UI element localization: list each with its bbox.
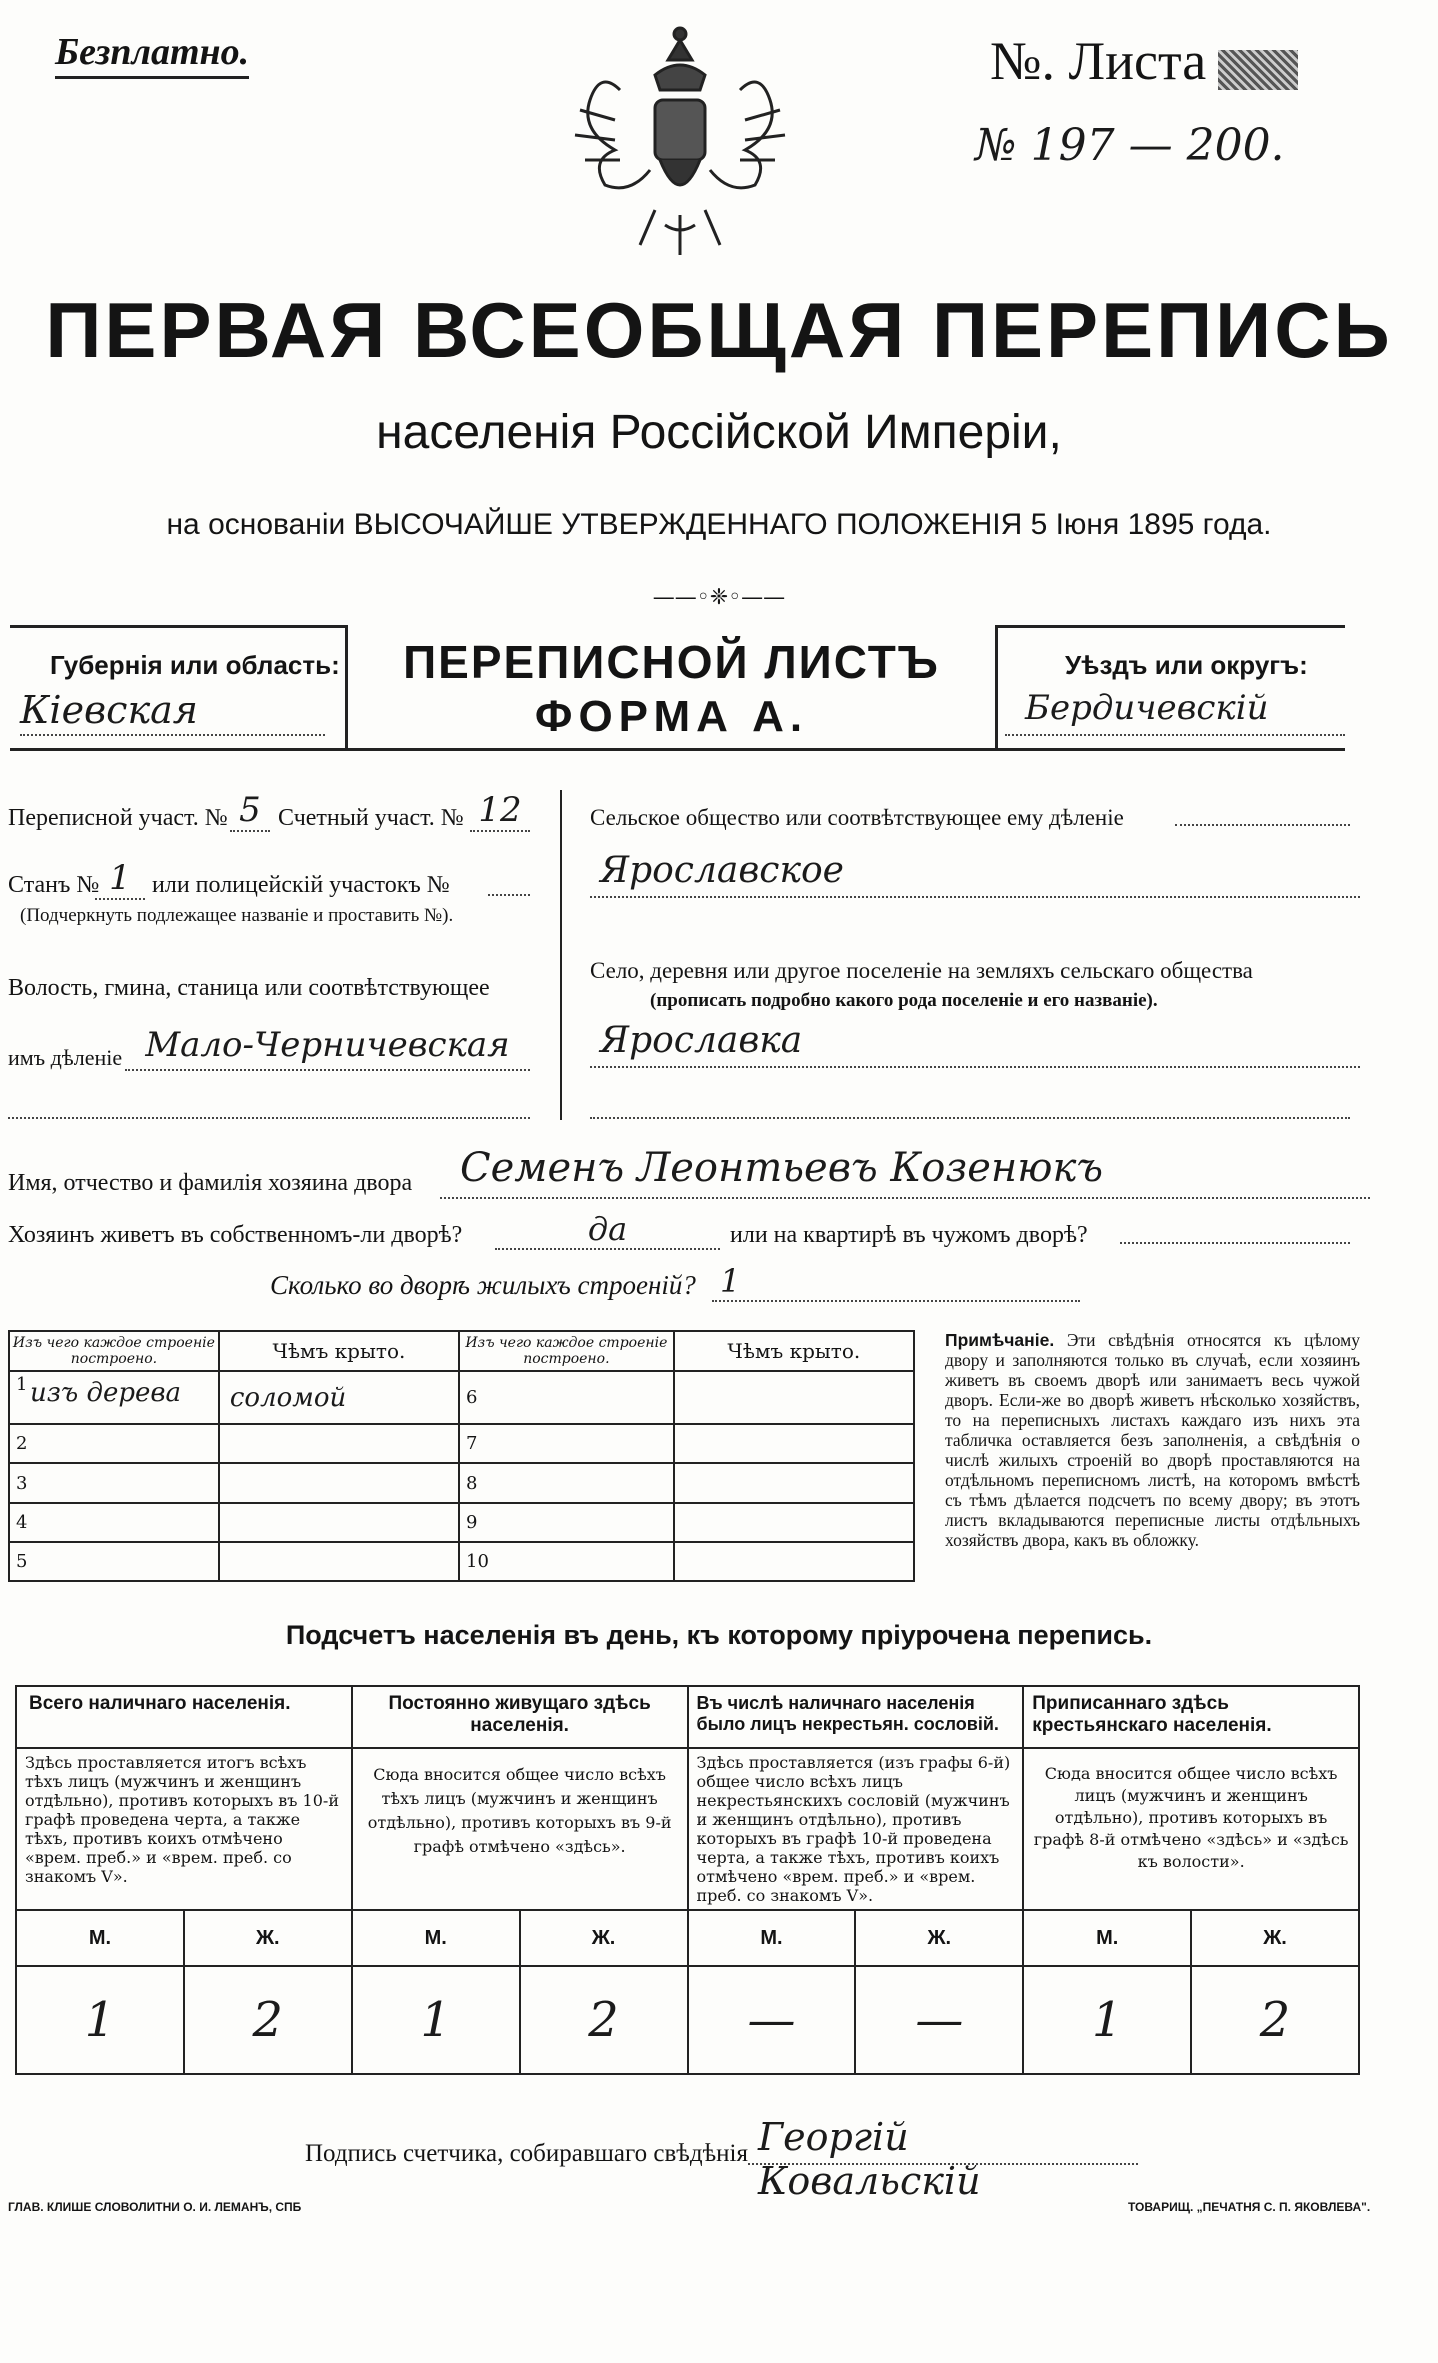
count-col2-title: Постоянно живущаго здѣсь населенія. xyxy=(352,1686,688,1748)
province-value: Кіевская xyxy=(20,688,325,736)
stan-label: Станъ № xyxy=(8,872,100,898)
count-heading: Подсчетъ населенія въ день, къ которому пріурочена перепись. xyxy=(285,1620,1153,1650)
table-row: 5 10 xyxy=(9,1542,914,1581)
stan-value: 1 xyxy=(95,858,145,900)
count-col1-title: Всего наличнаго населенія. xyxy=(16,1686,352,1748)
count-col3-f: — xyxy=(855,1966,1023,2074)
count-col4-desc: Сюда вносится общее число всѣхъ лицъ (мужчинъ и женщинъ отдѣльно), противъ которыхъ въ графѣ 8-й отмѣчено «здѣсь» и «здѣсь къ волости». xyxy=(1023,1748,1359,1910)
table-row: 1 изъ дерева соломой 6 xyxy=(9,1371,914,1424)
count-col2-f: 2 xyxy=(520,1966,688,2074)
own-yard-value: да xyxy=(495,1210,720,1250)
volost-value: Мало-Черничевская xyxy=(125,1025,530,1071)
sheet-number-value: № 197 — 200. xyxy=(975,120,1285,171)
table-row: 4 9 xyxy=(9,1503,914,1542)
sheet-number-stamp xyxy=(1218,50,1298,90)
table-row: 3 8 xyxy=(9,1463,914,1502)
m-header: М. xyxy=(688,1910,856,1966)
district-value: Бердичевскій xyxy=(1005,688,1345,736)
f-header: Ж. xyxy=(520,1910,688,1966)
signature-value: Георгій Ковальскій xyxy=(748,2115,1138,2165)
note-lead: Примѣчаніе. xyxy=(945,1330,1055,1350)
count-col1-desc: Здѣсь проставляется итогъ всѣхъ тѣхъ лицъ (мужчинъ и женщинъ отдѣльно), противъ которыхъ въ 10-й графѣ проведена черта, а также тѣхъ, противъ коихъ отмѣчено «врем. преб.» и «врем. преб. со знакомъ V». xyxy=(16,1748,352,1910)
count-col2-desc: Сюда вносится общее число всѣхъ тѣхъ лицъ (мужчинъ и женщинъ отдѣльно), противъ которыхъ въ 9-й графѣ отмѣчено «здѣсь». xyxy=(352,1748,688,1910)
own-yard-label: Хозяинъ живетъ въ собственномъ-ли дворѣ? xyxy=(8,1222,463,1248)
underline-note: (Подчеркнуть подлежащее названіе и проставить №). xyxy=(20,905,454,926)
m-header: М. xyxy=(352,1910,520,1966)
count-section-label: Счетный участ. № xyxy=(278,805,464,831)
society-label: Сельское общество или соотвѣтствующее ему дѣленіе xyxy=(590,805,1124,830)
col-material-header-2: Изъ чего каждое строеніе построено. xyxy=(459,1331,674,1371)
count-col4-m: 1 xyxy=(1023,1966,1191,2074)
printer-left: ГЛАВ. КЛИШЕ СЛОВОЛИТНИ О. И. ЛЕМАНЪ, СПБ xyxy=(8,2200,302,2214)
police-label: или полицейскій участокъ № xyxy=(152,872,450,898)
free-label: Безплатно. xyxy=(55,30,249,79)
col-roof-header: Чѣмъ крыто. xyxy=(219,1331,459,1371)
count-col3-title: Въ числѣ наличнаго населенія было лицъ некрестьян. сословій. xyxy=(688,1686,1024,1748)
legal-basis: на основаніи ВЫСОЧАЙШЕ УТВЕРЖДЕННАГО ПОЛОЖЕНІЯ 5 Іюня 1895 года. xyxy=(166,508,1272,541)
buildings-note xyxy=(945,1330,1360,1550)
page-title: ПЕРВАЯ ВСЕОБЩАЯ ПЕРЕПИСЬ xyxy=(45,286,1393,374)
row1-material: изъ дерева xyxy=(30,1378,182,1408)
page-subtitle: населенія Россійской Имперіи, xyxy=(376,406,1062,459)
printer-right: ТОВАРИЩ. „ПЕЧАТНЯ С. П. ЯКОВЛЕВА". xyxy=(1128,2200,1371,2214)
f-header: Ж. xyxy=(1191,1910,1359,1966)
census-section-label: Переписной участ. № xyxy=(8,805,228,831)
note-text: Эти свѣдѣнія относятся къ цѣлому двору и заполняются только въ случаѣ, если хозяинъ живетъ въ своемъ дворѣ или занимаетъ весь чужой дворъ. Если-же во дворѣ живетъ нѣсколько хозяйствъ, то на переписныхъ листахъ каждаго изъ нихъ эта табличка оставляется безъ заполненія, а свѣдѣнія о числѣ жилыхъ строеній во дворѣ проставляются на отдѣльномъ переписномъ листѣ, на которомъ вмѣстѣ съ тѣмъ дѣлается подсчетъ по всему двору; въ этотъ листъ вкладываются переписные листы отдѣльныхъ хозяйствъ двора, какъ въ обложку. xyxy=(945,1330,1360,1550)
volost-label: Волость, гмина, станица или соотвѣтствующее xyxy=(8,975,490,1001)
village-label: Село, деревня или другое поселеніе на земляхъ сельскаго общества xyxy=(590,958,1253,983)
row1-roof: соломой xyxy=(219,1371,459,1424)
m-header: М. xyxy=(1023,1910,1191,1966)
village-note: (прописать подробно какого рода поселеніе и его названіе). xyxy=(650,990,1158,1011)
count-section-value: 12 xyxy=(470,790,530,832)
volost-label-cont: имъ дѣленіе xyxy=(8,1045,123,1070)
signature-label: Подпись счетчика, собиравшаго свѣдѣнія xyxy=(305,2140,748,2167)
count-col1-m: 1 xyxy=(16,1966,184,2074)
count-col4-f: 2 xyxy=(1191,1966,1359,2074)
count-col2-m: 1 xyxy=(352,1966,520,2074)
count-col1-f: 2 xyxy=(184,1966,352,2074)
buildings-count-value: 1 xyxy=(712,1262,1080,1302)
population-count-table xyxy=(15,1685,1360,2075)
count-col3-desc: Здѣсь проставляется (изъ графы 6-й) общее число всѣхъ лицъ некрестьянскихъ сословій (мужчинъ и женщинъ отдѣльно), противъ которыхъ въ графѣ 10-й проведена черта, а также тѣхъ, противъ коихъ отмѣчено «врем. преб.» и «врем. преб. со знакомъ V». xyxy=(688,1748,1024,1910)
form-letter: ФОРМА А. xyxy=(534,692,809,741)
rented-yard-value xyxy=(1120,1240,1350,1244)
f-header: Ж. xyxy=(855,1910,1023,1966)
col-material-header: Изъ чего каждое строеніе построено. xyxy=(9,1331,219,1371)
province-label: Губернія или область: xyxy=(50,650,340,680)
col-roof-header-2: Чѣмъ крыто. xyxy=(674,1331,914,1371)
owner-name-value: Семенъ Леонтьевъ Козенюкъ xyxy=(440,1145,1370,1199)
district-label: Уѣздъ или округъ: xyxy=(1065,650,1308,680)
m-header: М. xyxy=(16,1910,184,1966)
buildings-table xyxy=(8,1330,915,1582)
count-col4-title: Приписаннаго здѣсь крестьянскаго населенія. xyxy=(1023,1686,1359,1748)
title-ornament: ——◦❈◦—— xyxy=(652,585,786,610)
society-value: Ярославское xyxy=(590,850,1360,898)
buildings-count-label: Сколько во дворѣ жилыхъ строеній? xyxy=(270,1270,696,1300)
imperial-eagle-emblem xyxy=(560,20,800,270)
form-title: ПЕРЕПИСНОЙ ЛИСТЪ xyxy=(403,636,940,688)
sheet-number-label: №. Листа xyxy=(990,31,1207,91)
count-col3-m: — xyxy=(688,1966,856,2074)
village-value: Ярославка xyxy=(590,1020,1360,1068)
owner-name-label: Имя, отчество и фамилія хозяина двора xyxy=(8,1170,413,1196)
rented-yard-label: или на квартирѣ въ чужомъ дворѣ? xyxy=(730,1222,1088,1248)
column-divider xyxy=(560,790,562,1120)
census-section-value: 5 xyxy=(230,790,270,832)
f-header: Ж. xyxy=(184,1910,352,1966)
table-row: 2 7 xyxy=(9,1424,914,1463)
